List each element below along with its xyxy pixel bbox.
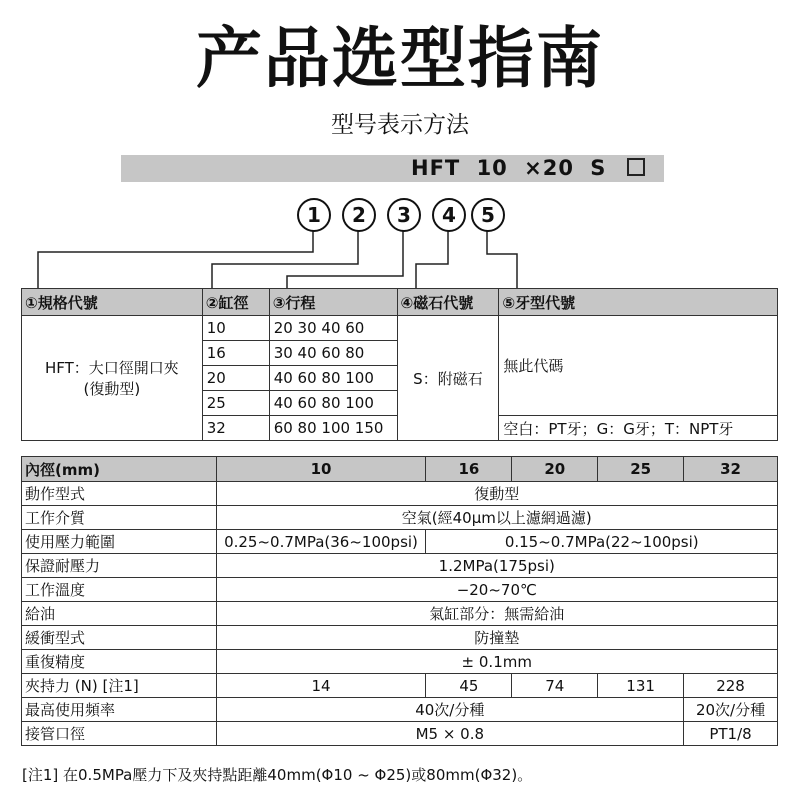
model-code-bar (121, 155, 664, 182)
table-header-row (22, 289, 778, 316)
table-row (22, 482, 778, 506)
bore-cell: 32 (202, 416, 269, 441)
table-row (22, 506, 778, 530)
row-value: 氣缸部分：無需給油 (216, 602, 777, 626)
bore-cell: 25 (202, 391, 269, 416)
table-row (22, 316, 778, 341)
bore-cell: 16 (202, 341, 269, 366)
row-label: 工作溫度 (22, 578, 217, 602)
model-thread-box (627, 158, 645, 176)
model-prefix: HFT (411, 156, 461, 180)
header-magnet: ④磁石代號 (397, 289, 499, 316)
table-row (22, 650, 778, 674)
table-header-row (22, 457, 778, 482)
row-value: M5 × 0.8 (216, 722, 684, 746)
table-row (22, 698, 778, 722)
header-bore: ②缸徑 (202, 289, 269, 316)
header-bore-25: 25 (598, 457, 684, 482)
row-value: 40次/分種 (216, 698, 684, 722)
header-inner-diameter: 內徑(mm) (22, 457, 217, 482)
row-value: 0.15~0.7MPa(22~100psi) (426, 530, 778, 554)
model-magnet: S (590, 156, 607, 180)
header-bore-20: 20 (512, 457, 598, 482)
row-label: 保證耐壓力 (22, 554, 217, 578)
row-value: PT1/8 (684, 722, 778, 746)
row-label: 接管口徑 (22, 722, 217, 746)
page-subtitle: 型号表示方法 (331, 112, 469, 138)
circled-number-1: 1 (297, 198, 331, 232)
stroke-cell: 40 60 80 100 (269, 391, 397, 416)
model-stroke: ×20 (524, 156, 574, 180)
row-value: 1.2MPa(175psi) (216, 554, 777, 578)
footnote: [注1] 在0.5MPa壓力下及夾持點距離40mm(Φ10 ~ Φ25)或80mm(Φ32)。 (22, 766, 533, 784)
header-bore-16: 16 (426, 457, 512, 482)
model-bore: 10 (476, 156, 508, 180)
row-value: 228 (684, 674, 778, 698)
row-label: 動作型式 (22, 482, 217, 506)
spec-line-2: (復動型) (83, 380, 141, 398)
header-stroke: ③行程 (269, 289, 397, 316)
model-code (411, 155, 653, 182)
row-value: 74 (512, 674, 598, 698)
circled-number-5: 5 (471, 198, 505, 232)
row-label: 重復精度 (22, 650, 217, 674)
row-value: 131 (598, 674, 684, 698)
thread-none-cell: 無此代碼 (499, 316, 778, 416)
row-value: 20次/分種 (684, 698, 778, 722)
bore-cell: 10 (202, 316, 269, 341)
spec-cell (22, 316, 203, 441)
row-label: 使用壓力範圍 (22, 530, 217, 554)
stroke-cell: 30 40 60 80 (269, 341, 397, 366)
row-value: ± 0.1mm (216, 650, 777, 674)
row-value: 防撞墊 (216, 626, 777, 650)
model-code-table (21, 288, 778, 441)
row-value: 45 (426, 674, 512, 698)
header-spec-code: ①規格代號 (22, 289, 203, 316)
spec-table (21, 456, 778, 746)
row-label: 夾持力 (N) [注1] (22, 674, 217, 698)
row-label: 工作介質 (22, 506, 217, 530)
row-label: 緩衝型式 (22, 626, 217, 650)
table-row (22, 554, 778, 578)
circled-number-3: 3 (387, 198, 421, 232)
row-value: 14 (216, 674, 426, 698)
row-value: −20~70℃ (216, 578, 777, 602)
spec-line-1: HFT：大口徑開口夾 (44, 359, 179, 377)
row-value: 空氣(經40μm以上濾網過濾) (216, 506, 777, 530)
header-thread: ⑤牙型代號 (499, 289, 778, 316)
table-row (22, 530, 778, 554)
page-title: 产品选型指南 (196, 20, 604, 97)
row-label: 給油 (22, 602, 217, 626)
circled-number-2: 2 (342, 198, 376, 232)
table-row (22, 722, 778, 746)
circled-number-4: 4 (432, 198, 466, 232)
row-value: 0.25~0.7MPa(36~100psi) (216, 530, 426, 554)
row-label: 最高使用頻率 (22, 698, 217, 722)
bore-cell: 20 (202, 366, 269, 391)
thread-options-cell: 空白：PT牙；G：G牙；T：NPT牙 (499, 416, 778, 441)
table-row (22, 602, 778, 626)
table-row (22, 626, 778, 650)
magnet-cell: S：附磁石 (397, 316, 499, 441)
header-bore-32: 32 (684, 457, 778, 482)
stroke-cell: 60 80 100 150 (269, 416, 397, 441)
stroke-cell: 20 30 40 60 (269, 316, 397, 341)
table-row (22, 674, 778, 698)
table-row (22, 578, 778, 602)
header-bore-10: 10 (216, 457, 426, 482)
stroke-cell: 40 60 80 100 (269, 366, 397, 391)
row-value: 復動型 (216, 482, 777, 506)
